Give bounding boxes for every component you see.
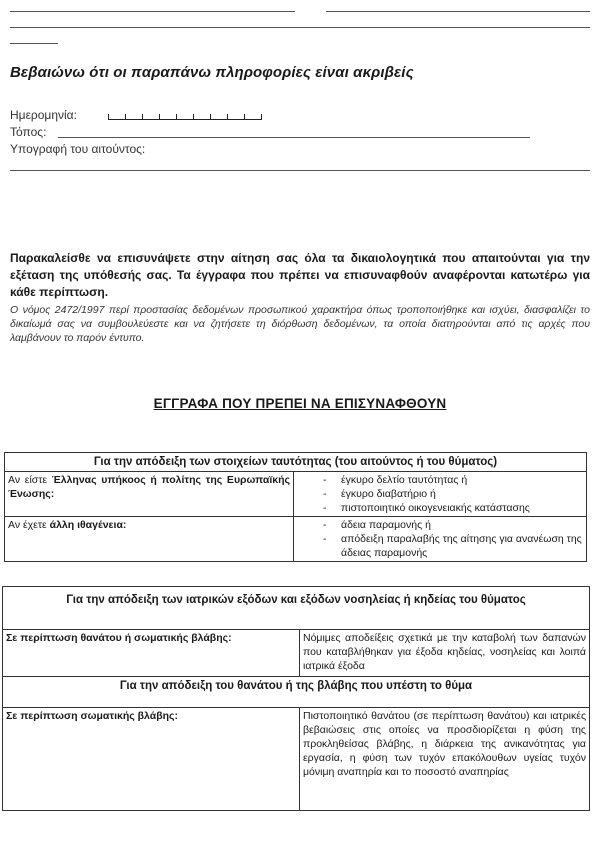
top-line-left bbox=[10, 11, 295, 12]
top-line-right bbox=[326, 11, 590, 12]
death-table-header: Για την απόδειξη του θανάτου ή της βλάβης που υπέστη το θύμα bbox=[3, 677, 590, 708]
condition-bold: άλλη ιθαγένεια: bbox=[49, 519, 127, 531]
top-line-short bbox=[10, 43, 58, 44]
list-item: - άδεια παραμονής ή bbox=[323, 518, 583, 532]
attach-documents-notice: Παρακαλείσθε να επισυνάψετε στην αίτηση σας όλα τα δικαιολογητικά που απαιτούνται για την εξέταση της υπόθεσής σας. Τα έγγραφα που πρέπει να επισυναφθούν αναφέρονται κατωτέρω για κάθε περίπτωση. bbox=[10, 251, 590, 299]
condition-prefix: Αν έχετε bbox=[8, 519, 50, 531]
condition-prefix: Αν είστε bbox=[8, 474, 52, 486]
list-item: - έγκυρο δελτίο ταυτότητας ή bbox=[323, 473, 583, 487]
table-row bbox=[5, 517, 587, 562]
identity-table-header: Για την απόδειξη των στοιχείων ταυτότητας (του αιτούντος ή του θύματος) bbox=[5, 453, 587, 472]
signature-label: Υπογραφή του αιτούντος: bbox=[10, 142, 146, 156]
condition-cell bbox=[5, 517, 294, 562]
condition-bold: Έλληνας υπήκοος ή πολίτης της Ευρωπαϊκής Ένωσης: bbox=[8, 474, 290, 500]
table-row bbox=[3, 708, 590, 811]
top-line-full bbox=[10, 27, 590, 28]
privacy-law-notice: Ο νόμος 2472/1997 περί προστασίας δεδομένων προσωπικού χαρακτήρα όπως τροποποιήθηκε και ισχύει, διασφαλίζει το δικαίωμά σας να συμβουλεύεστε και να ζητήσετε τη διόρθωση δεδομένων, τα οποία διατηρούνται από τις αρχές που λαμβάνουν το παρόν έντυπο. bbox=[10, 304, 590, 344]
identity-documents-table bbox=[4, 452, 587, 562]
table-row bbox=[5, 472, 587, 517]
date-label: Ημερομηνία: bbox=[10, 108, 77, 122]
documents-cell: Νόμιμες αποδείξεις σχετικά με την καταβολή των δαπανών που καταβλήθηκαν για έξοδα κηδείας, νοσηλείας και λοιπά ιατρικά έξοδα bbox=[300, 630, 590, 677]
condition-bold: Σε περίπτωση σωματικής βλάβης: bbox=[6, 710, 178, 722]
condition-bold: Σε περίπτωση θανάτου ή σωματικής βλάβης: bbox=[6, 632, 232, 644]
list-item: - πιστοποιητικό οικογενειακής κατάστασης bbox=[323, 501, 583, 515]
documents-section-title: ΕΓΓΡΑΦΑ ΠΟΥ ΠΡΕΠΕΙ ΝΑ ΕΠΙΣΥΝΑΦΘΟΥΝ bbox=[153, 396, 447, 411]
date-input-boxes[interactable] bbox=[108, 106, 262, 120]
condition-cell bbox=[5, 472, 294, 517]
table-row bbox=[3, 630, 590, 677]
place-field-line[interactable] bbox=[58, 137, 530, 138]
confirm-heading: Βεβαιώνω ότι οι παραπάνω πληροφορίες είναι ακριβείς bbox=[10, 64, 414, 81]
signature-field-line[interactable] bbox=[10, 170, 590, 171]
documents-cell: Πιστοποιητικό θανάτου (σε περίπτωση θανάτου) και ιατρικές βεβαιώσεις στις οποίες να προσδιορίζεται η φύση της προκληθείσας βλάβης, η διάρκεια της ανικανότητας για εργασία, η φύση των τυχόν επακόλουθων υγείας τυχόν μόνιμη αναπηρία και το ποσοστό αναπηρίας bbox=[300, 708, 590, 811]
condition-cell bbox=[3, 708, 300, 811]
list-item: - απόδειξη παραλαβής της αίτησης για ανανέωση της άδειας παραμονής bbox=[323, 532, 583, 560]
documents-cell bbox=[294, 472, 587, 517]
condition-cell bbox=[3, 630, 300, 677]
documents-cell bbox=[294, 517, 587, 562]
place-label: Τόπος: bbox=[10, 125, 47, 139]
expenses-documents-table bbox=[2, 586, 590, 811]
list-item: - έγκυρο διαβατήριο ή bbox=[323, 487, 583, 501]
expenses-table-header: Για την απόδειξη των ιατρικών εξόδων και εξόδων νοσηλείας ή κηδείας του θύματος bbox=[3, 587, 590, 630]
